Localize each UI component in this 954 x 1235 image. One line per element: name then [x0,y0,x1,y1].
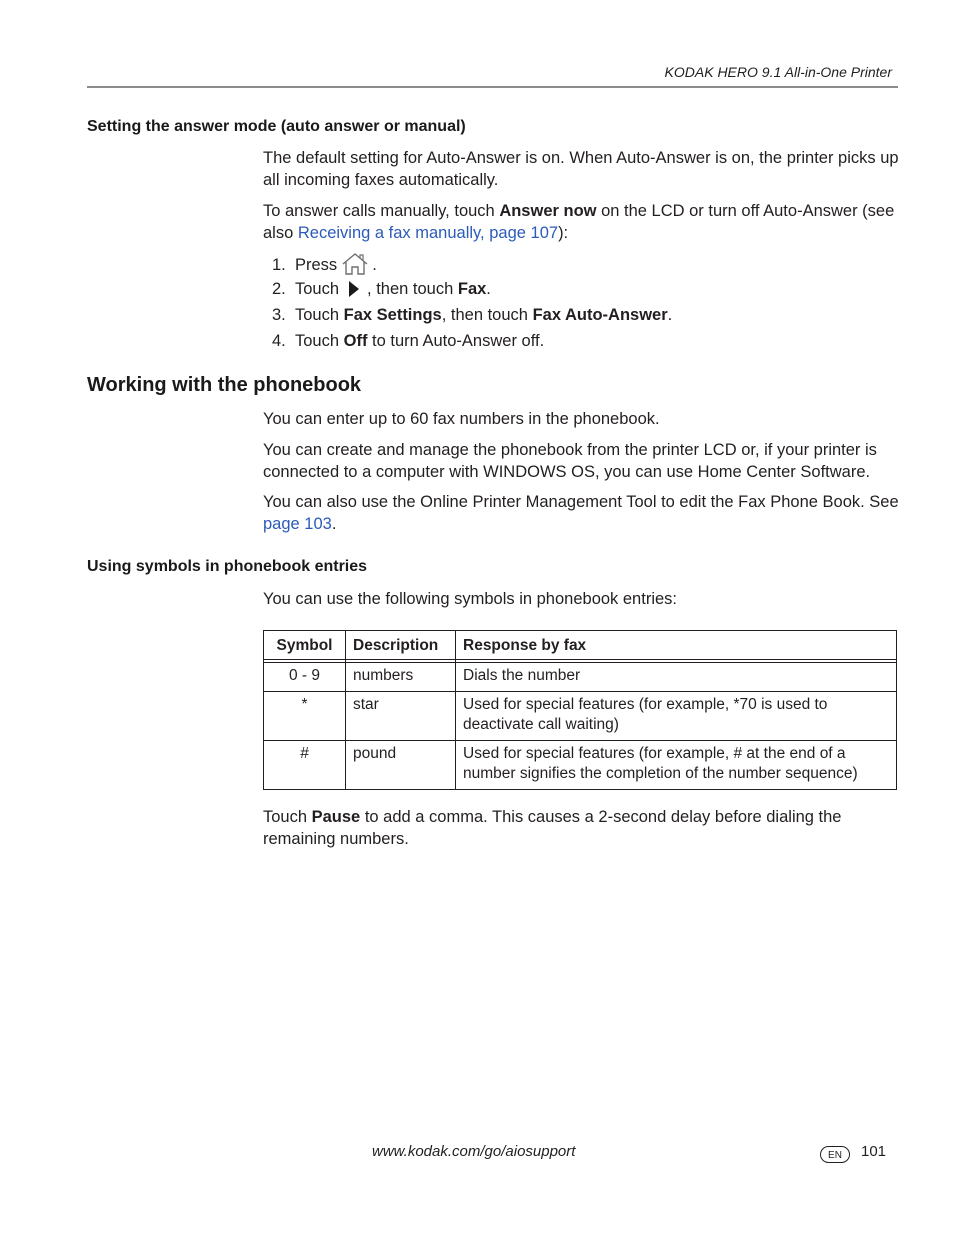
page-number: 101 [861,1143,887,1160]
table-row: 0 - 9 numbers Dials the number [264,663,897,692]
home-icon [340,252,370,276]
phonebook-para-3: You can also use the Online Printer Management Tool to edit the Fax Phone Book. See page 103. [263,493,899,533]
right-arrow-icon [347,279,361,299]
answer-mode-para-2: To answer calls manually, touch Answer now on the LCD or turn off Auto-Answer (see also Receiving a fax manually, page 107): [263,202,895,242]
receiving-fax-link[interactable]: Receiving a fax manually, page 107 [297,224,559,242]
table-header-row [264,631,897,660]
step-1: 1. Press . [272,252,377,276]
table-row: # pound Used for special features (for example, # at the end of a number signifies the completion of the number sequence) [264,741,897,790]
step-4: 4. Touch Off to turn Auto-Answer off. [272,332,545,350]
header-rule [87,86,898,88]
pause-term: Pause [311,808,361,826]
footer-url[interactable]: www.kodak.com/go/aiosupport [372,1143,576,1160]
page-103-link[interactable]: page 103 [263,515,332,533]
answer-mode-para-1: The default setting for Auto-Answer is on. When Auto-Answer is on, the printer picks up all incoming faxes automatically. [263,149,899,189]
answer-now-term: Answer now [499,202,597,220]
col-header-response: Response by fax [456,631,897,660]
col-header-symbol: Symbol [264,631,346,660]
table-row: * star Used for special features (for example, *70 is used to deactivate call waiting) [264,692,897,741]
symbols-intro: You can use the following symbols in phonebook entries: [263,590,677,608]
phonebook-para-1: You can enter up to 60 fax numbers in the phonebook. [263,410,660,428]
phonebook-para-2: You can create and manage the phonebook from the printer LCD or, if your printer is connected to a computer with WINDOWS OS, you can use Home Center Software. [263,441,877,481]
step-3: 3. Touch Fax Settings, then touch Fax Auto-Answer. [272,306,673,324]
col-header-description: Description [346,631,456,660]
step-2: 2. Touch , then touch Fax. [272,280,491,298]
section-heading-answer-mode: Setting the answer mode (auto answer or manual) [87,118,466,135]
header-title: KODAK HERO 9.1 All-in-One Printer [664,64,892,80]
section-heading-phonebook: Working with the phonebook [87,374,362,396]
pause-note: Touch Pause to add a comma. This causes a 2-second delay before dialing the remaining numbers. [263,808,842,848]
symbols-table [263,630,897,790]
section-heading-symbols: Using symbols in phonebook entries [87,558,368,575]
language-badge: EN [820,1146,850,1163]
